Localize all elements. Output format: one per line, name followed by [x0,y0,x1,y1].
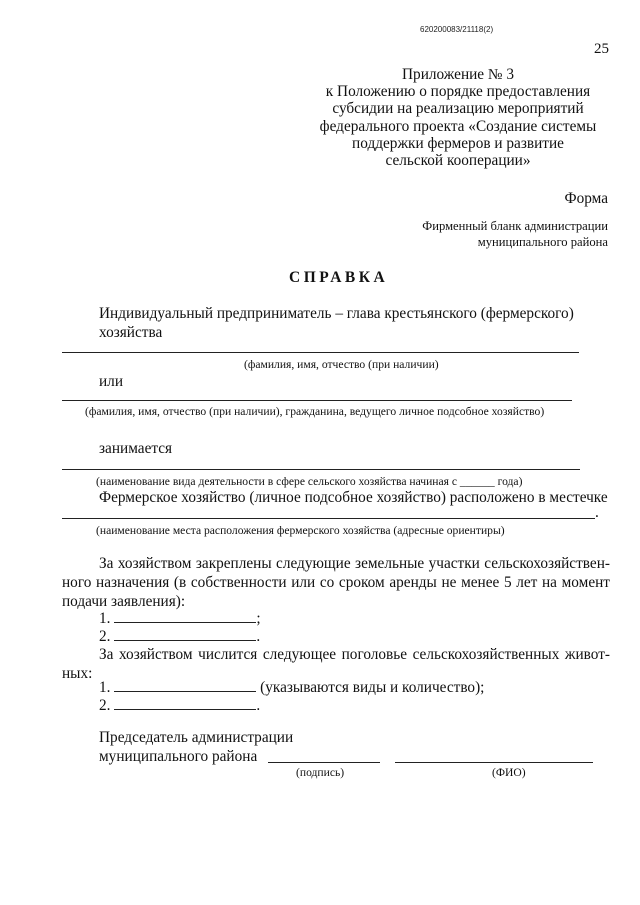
fio-caption: (фамилия, имя, отчество (при наличии) [244,358,439,371]
land-item [99,627,260,646]
form-label: Форма [564,190,608,207]
list-number: 2. [99,697,111,714]
annex-line: к Положению о порядке предоставления [325,83,591,101]
list-number: 1. [99,610,111,627]
document-title: СПРАВКА [289,269,389,286]
document-id: 620200083/21118(2) [420,25,494,34]
location-text: Фермерское хозяйство (личное подсобное хозяйство) расположено в местечке [99,489,608,506]
page-number: 25 [594,41,609,57]
name-fill-line[interactable] [395,762,593,763]
livestock-fill-line[interactable] [114,678,256,692]
list-end: . [256,697,261,714]
signature-caption: (подпись) [296,766,345,779]
name-caption: (ФИО) [492,766,526,779]
signature-position-cont: муниципального района [99,748,258,765]
land-item [99,609,261,628]
annex-line: федерального проекта «Создание системы [319,117,597,135]
livestock-item [99,696,260,715]
entrepreneur-text: Индивидуальный предприниматель – глава крестьянского (фермерского) [99,305,574,322]
letterhead-line: муниципального района [477,235,608,249]
location-period: . [595,504,599,521]
signature-position: Председатель администрации [99,729,294,746]
entrepreneur-text-cont: хозяйства [99,324,163,341]
annex-line: сельской кооперации» [385,152,531,170]
livestock-paragraph: За хозяйством числится следующее поголовье сельскохозяйственных животных: [62,646,610,682]
livestock-item [99,678,484,697]
engaged-label: занимается [99,440,173,457]
list-end: . [256,628,261,645]
citizen-fio-caption: (фамилия, имя, отчество (при наличии), гражданина, ведущего личное подсобное хозяйство) [85,405,545,418]
activity-fill-line[interactable] [62,469,580,470]
list-end: (указываются виды и количество); [260,679,485,696]
land-fill-line[interactable] [114,609,256,623]
annex-line: Приложение № 3 [402,66,514,83]
letterhead-line: Фирменный бланк администрации [422,219,608,233]
annex-line: поддержки фермеров и развитие [352,134,564,152]
livestock-fill-line[interactable] [114,696,256,710]
list-number: 1. [99,679,111,696]
annex-header [300,66,616,169]
citizen-fio-fill-line[interactable] [62,400,572,401]
annex-line: субсидии на реализацию мероприятий [332,100,584,118]
activity-caption: (наименование вида деятельности в сфере сельского хозяйства начиная с ______ года) [96,475,523,488]
list-number: 2. [99,628,111,645]
land-paragraph: За хозяйством закреплены следующие земельные участки сельскохозяйственного назначения (в собственности или со сроком аренды не менее 5 лет на момент подачи заявления): [62,555,610,610]
fio-fill-line[interactable] [62,352,579,353]
or-label: или [99,373,124,390]
location-caption: (наименование места расположения фермерского хозяйства (адресные ориентиры) [96,524,505,537]
land-fill-line[interactable] [114,627,256,641]
list-end: ; [256,610,261,627]
signature-fill-line[interactable] [268,762,380,763]
letterhead-note [422,218,608,250]
location-fill-line[interactable] [62,518,595,519]
